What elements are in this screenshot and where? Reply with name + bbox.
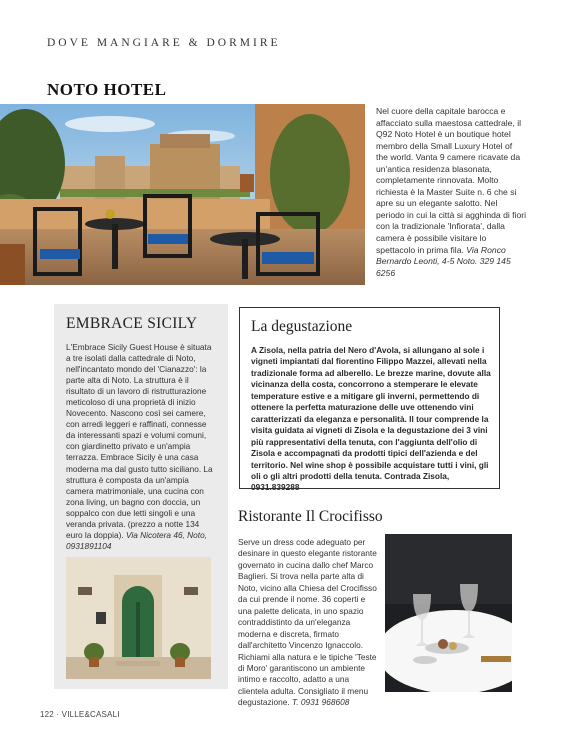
embrace-sicily-description [66,342,216,552]
noto-hotel-address: Via Ronco Bernardo Leonti, 4-5 Noto. 329 145 6256 [376,244,511,278]
noto-hotel-title: NOTO HOTEL [47,80,167,99]
degustazione-title: La degustazione [251,318,353,335]
noto-hotel-body: Nel cuore della capitale barocca e affacciato sulla maestosa cattedrale, il Q92 Noto Hotel è un boutique hotel membro della Small Luxury Hotel of the world. Vanta 9 camere ricavate da un'antica residenza blasonata, completamente rinnovata. Molto richiesta è la Master Suite n. 6 che si apre su un elegante salotto. Nel periodo in cui la città si agghinda di fiori con la tradizionale 'Infiorata', dalla camera è possibile visitare lo spettacolo in prima fila. [376,106,527,255]
embrace-sicily-title: EMBRACE SICILY [66,315,198,332]
embrace-sicily-address: Via Nicotera 46, Noto, 0931891104 [66,529,208,551]
restaurant-table-photo [385,534,512,692]
crocifisso-body: Serve un dress code adeguato per desinare in questo elegante ristorante governato in cucina dallo chef Marco Baglieri. Si trova nella parte alta di Noto, vicino alla Chiesa del Crocifisso da cui prende il nome. 36 coperti e una palette delicata, in uno spazio contraddistinto da un'eleganza moderna e discreta, firmato dall'architetto Vincenzo Ignaccolo. Richiami alla natura e le tipiche 'Teste di Moro' garantiscono un ambiente intimo e raccolto, adatto a una clientela adulta. Consigliato il menu degustazione. [238,537,377,708]
hotel-terrace-photo [0,104,365,285]
noto-hotel-description [376,106,526,279]
crocifisso-title: Ristorante Il Crocifisso [238,508,383,525]
degustazione-body: A Zisola, nella patria del Nero d'Avola, si allungano al sole i vigneti impiantati dal fiorentino Filippo Mazzei, allevati nella tradizionale forma ad alberello. Le brezze marine, dovute alla vicinanza della costa, concorrono a stemperare le elevate temperature estive e a mitigare gli inverni, permettendo di ottenere la perfetta maturazione delle uve ottenendo vini caratterizzati da eleganza e personalità. Il tour comprende la visita guidata ai vigneti di Zisola e la degustazione dei 3 vini più rappresentativi della tenuta, con l'aggiunta dell'olio di Zisola e accompagnati da prodotti tipici dell'azienda e del territorio. Nel wine shop è possibile acquistare tutti i vini, gli oli o gli altri prodotti della tenuta. Contrada Zisola, 0931.839288 [251,345,491,493]
crocifisso-address: T. 0931 968608 [291,697,350,708]
crocifisso-description [238,537,380,709]
page-footer: 122 · VILLE&CASALI [40,710,120,719]
section-header: DOVE MANGIARE & DORMIRE [47,37,281,49]
embrace-sicily-body: L'Embrace Sicily Guest House è situata a tre isolati dalla cattedrale di Noto, nell'incantato mondo del 'Cianazzo': la parte alta di Noto. La struttura è il risultato di un lavoro di ristrutturazione meticoloso di una proprietà di inizio Novecento. Nascono così sei camere, con arredi leggeri e raffinati, connesse da interessanti spazi e volumi comuni, con giardinetto privato e un'ampia terrazza. Embrace Sicily è una casa moderna ma dal gusto tutto siciliano. La struttura è composta da un'ampia camera matrimoniale, una cucina con zona living, un bagno con doccia, un soppalco con due letti singoli e una veranda privata. (prezzo a notte 134 euro la doppia). [66,342,213,540]
guest-house-door-photo [66,557,211,679]
